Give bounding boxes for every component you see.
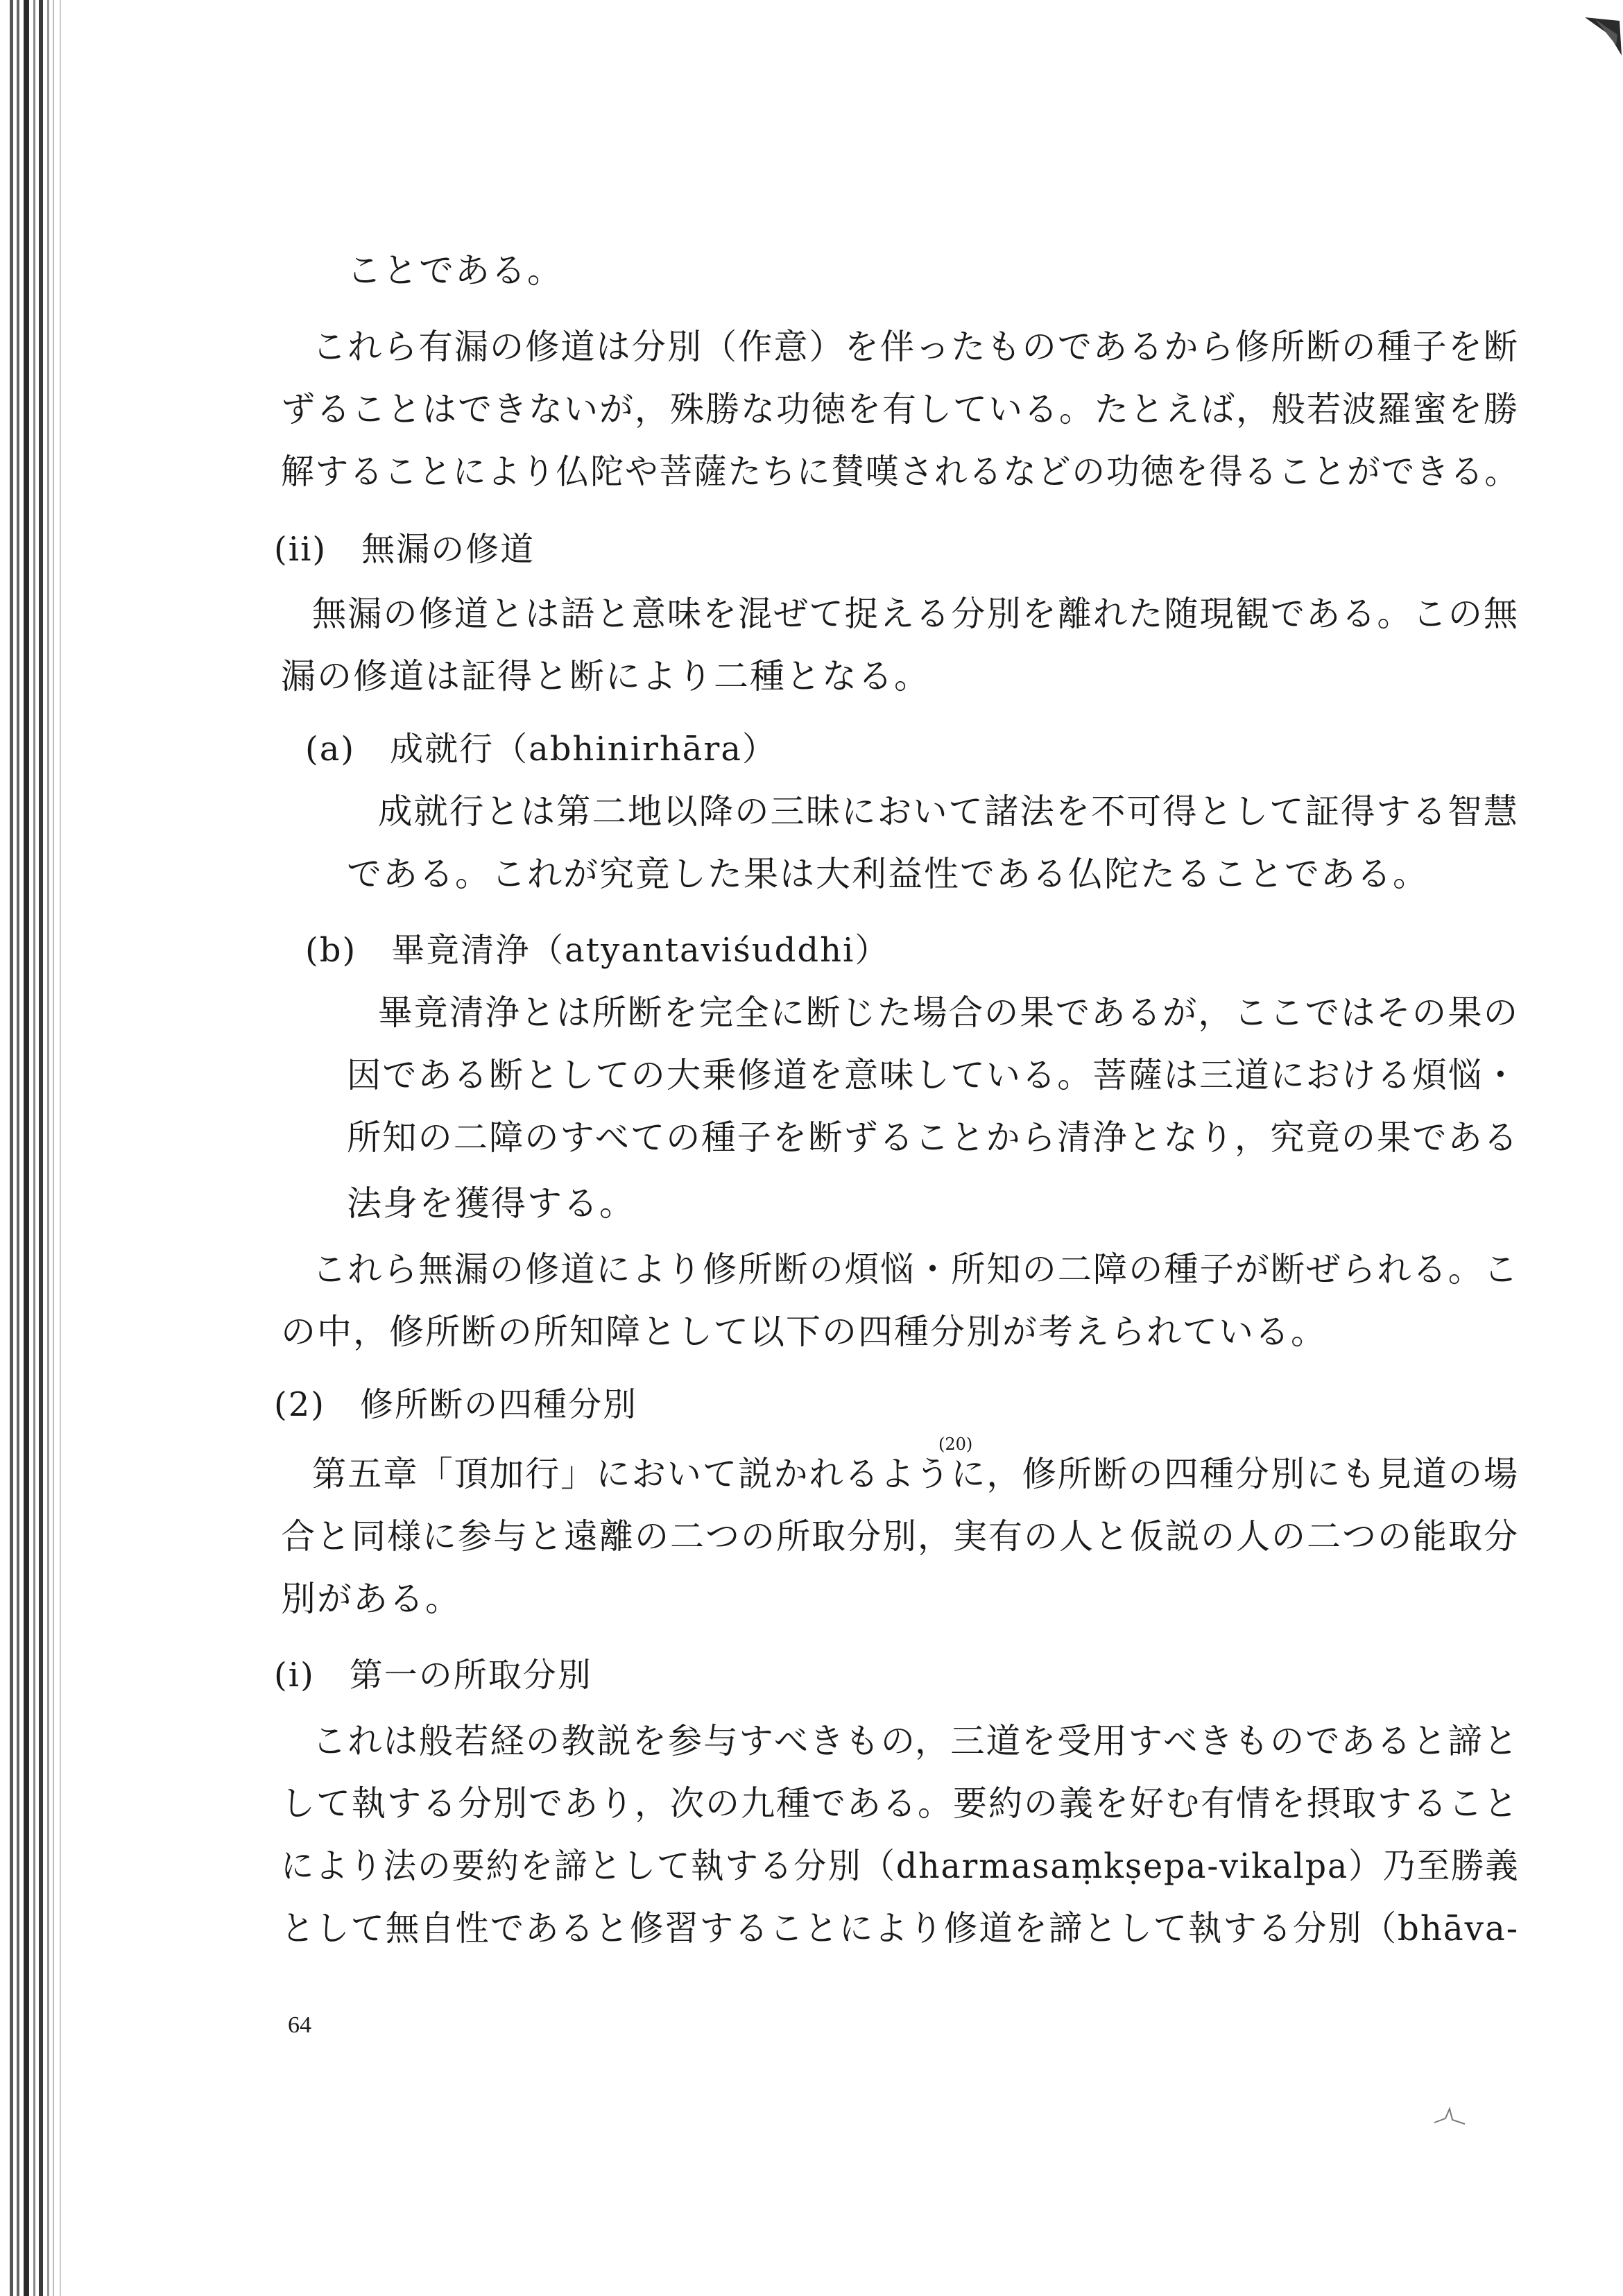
text-line: 解することにより仏陀や菩薩たちに賛嘆されるなどの功徳を得ることができる。 — [281, 452, 1519, 492]
text-line: として無自性であると修習することにより修道を諦として執する分別（bhāva- — [281, 1908, 1520, 1948]
footnote-marker: (20) — [938, 1434, 973, 1454]
text-line: ことである。 — [347, 250, 563, 291]
text-line: 畢竟清浄とは所断を完全に断じた場合の果であるが，ここではその果の — [378, 993, 1520, 1033]
page-number: 64 — [288, 2012, 311, 2038]
text-line: ずることはできないが，殊勝な功徳を有している。たとえば，般若波羅蜜を勝 — [281, 389, 1520, 429]
text-line: これら無漏の修道により修所断の煩悩・所知の二障の種子が断ぜられる。こ — [312, 1249, 1520, 1290]
text-line: 第五章「頂加行」において説かれるように，修所断の四種分別にも見道の場 — [312, 1454, 1520, 1494]
subsection-heading: (a) 成就行（abhinirhāra） — [305, 730, 777, 769]
text-line: これら有漏の修道は分別（作意）を伴ったものであるから修所断の種子を断 — [312, 327, 1520, 367]
section-heading: (ii) 無漏の修道 — [274, 530, 535, 569]
text-line: 漏の修道は証得と断により二種となる。 — [281, 656, 930, 696]
section-heading: (i) 第一の所取分別 — [274, 1656, 592, 1695]
text-line: して執する分別であり，次の九種である。要約の義を好む有情を摂取すること — [281, 1783, 1520, 1824]
text-line: 法身を獲得する。 — [347, 1183, 635, 1224]
text-line: 成就行とは第二地以降の三昧において諸法を不可得として証得する智慧 — [378, 791, 1520, 832]
text-line: 別がある。 — [281, 1579, 461, 1619]
section-heading: (2) 修所断の四種分別 — [274, 1385, 637, 1424]
text-line: 合と同様に参与と遠離の二つの所取分別，実有の人と仮説の人の二つの能取分 — [281, 1516, 1520, 1557]
text-line: の中，修所断の所知障として以下の四種分別が考えられている。 — [281, 1312, 1327, 1352]
subsection-heading: (b) 畢竟清浄（atyantaviśuddhi） — [305, 931, 890, 970]
text-line: である。これが究竟した果は大利益性である仏陀たることである。 — [347, 854, 1429, 894]
text-line: 因である断としての大乗修道を意味している。菩薩は三道における煩悩・ — [347, 1055, 1519, 1095]
text-line: これは般若経の教説を参与すべきもの，三道を受用すべきものであると諦と — [312, 1721, 1520, 1761]
text-line: 所知の二障のすべての種子を断ずることから清浄となり，究竟の果である — [347, 1117, 1519, 1158]
text-line: 無漏の修道とは語と意味を混ぜて捉える分別を離れた随現観である。この無 — [312, 594, 1520, 634]
text-line: により法の要約を諦として執する分別（dharmasaṃkṣepa-vikalpa）乃至勝義 — [281, 1846, 1520, 1886]
